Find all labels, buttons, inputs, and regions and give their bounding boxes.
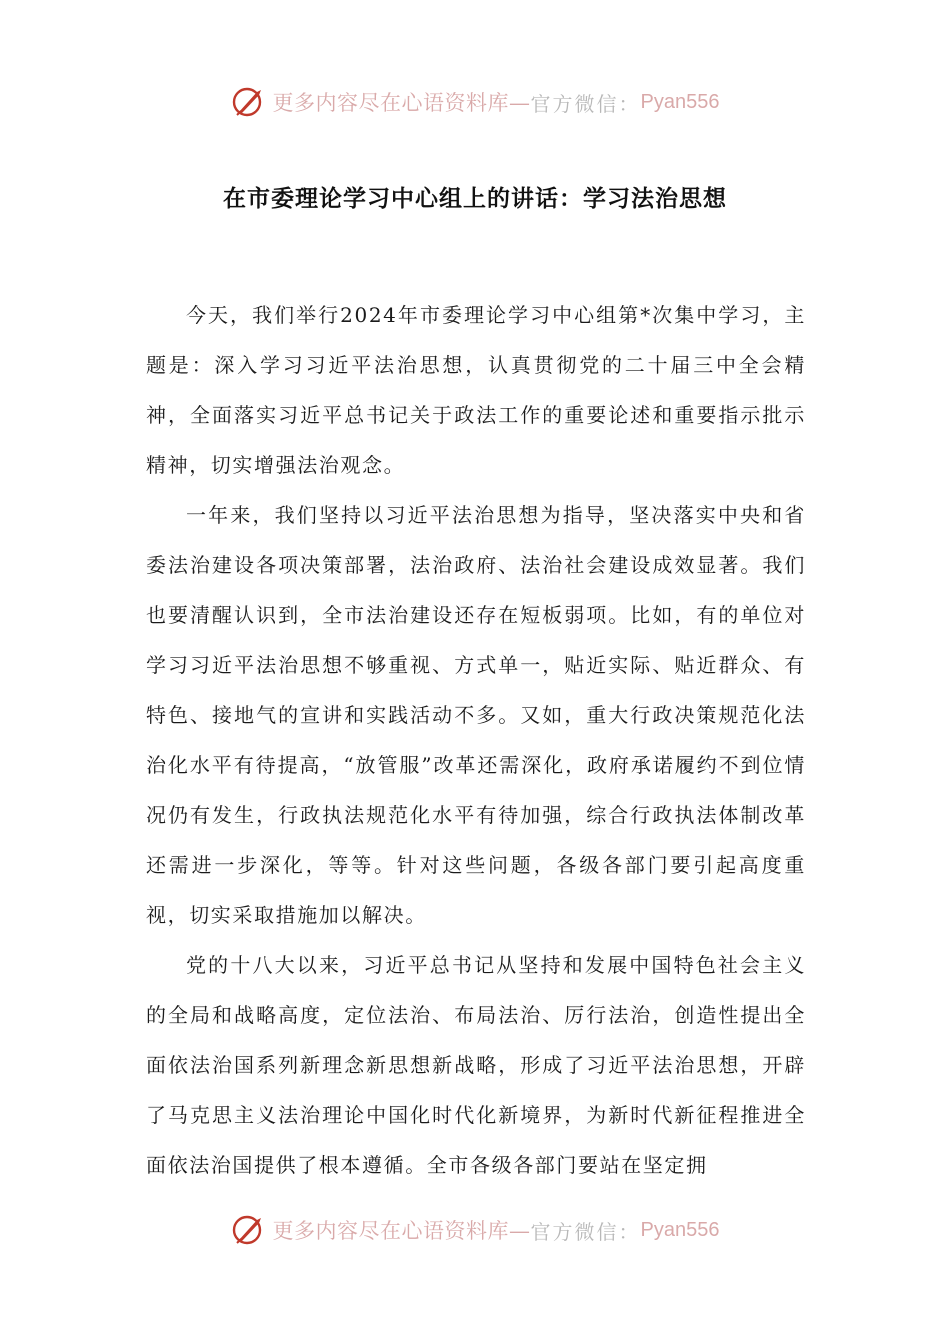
watermark-text: 更多内容尽在心语资料库— [272,91,531,115]
watermark-banner-bottom [0,1208,950,1252]
watermark-wechat-label: 官方微信： [530,91,641,116]
quill-logo-icon [231,1212,267,1248]
watermark-text: 更多内容尽在心语资料库— [272,1219,531,1243]
document-title: 在市委理论学习中心组上的讲话：学习法治思想 [223,186,727,212]
watermark-wechat-label: 官方微信： [530,1219,641,1244]
watermark-banner-top [0,80,950,124]
document-body [146,290,806,1190]
quill-logo-icon [231,84,267,120]
paragraph: 今天，我们举行2024年市委理论学习中心组第*次集中学习，主题是：深入学习习近平法治思想，认真贯彻党的二十届三中全会精神，全面落实习近平总书记关于政法工作的重要论述和重要指示批示精神，切实增强法治观念。 [146,303,806,477]
paragraph: 一年来，我们坚持以习近平法治思想为指导，坚决落实中央和省委法治建设各项决策部署，法治政府、法治社会建设成效显著。我们也要清醒认识到，全市法治建设还存在短板弱项。比如，有的单位对学习习近平法治思想不够重视、方式单一，贴近实际、贴近群众、有特色、接地气的宣讲和实践活动不多。又如，重大行政决策规范化法治化水平有待提高，“放管服”改革还需深化，政府承诺履约不到位情况仍有发生，行政执法规范化水平有待加强，综合行政执法体制改革还需进一步深化，等等。针对这些问题，各级各部门要引起高度重视，切实采取措施加以解决。 [146,503,806,927]
watermark-wechat-id: Pyan556 [640,90,720,113]
watermark-wechat-id: Pyan556 [640,1218,720,1241]
paragraph: 党的十八大以来，习近平总书记从坚持和发展中国特色社会主义的全局和战略高度，定位法治、布局法治、厉行法治，创造性提出全面依法治国系列新理念新思想新战略，形成了习近平法治思想，开辟了马克思主义法治理论中国化时代化新境界，为新时代新征程推进全面依法治国提供了根本遵循。全市各级各部门要站在坚定拥 [146,953,806,1177]
